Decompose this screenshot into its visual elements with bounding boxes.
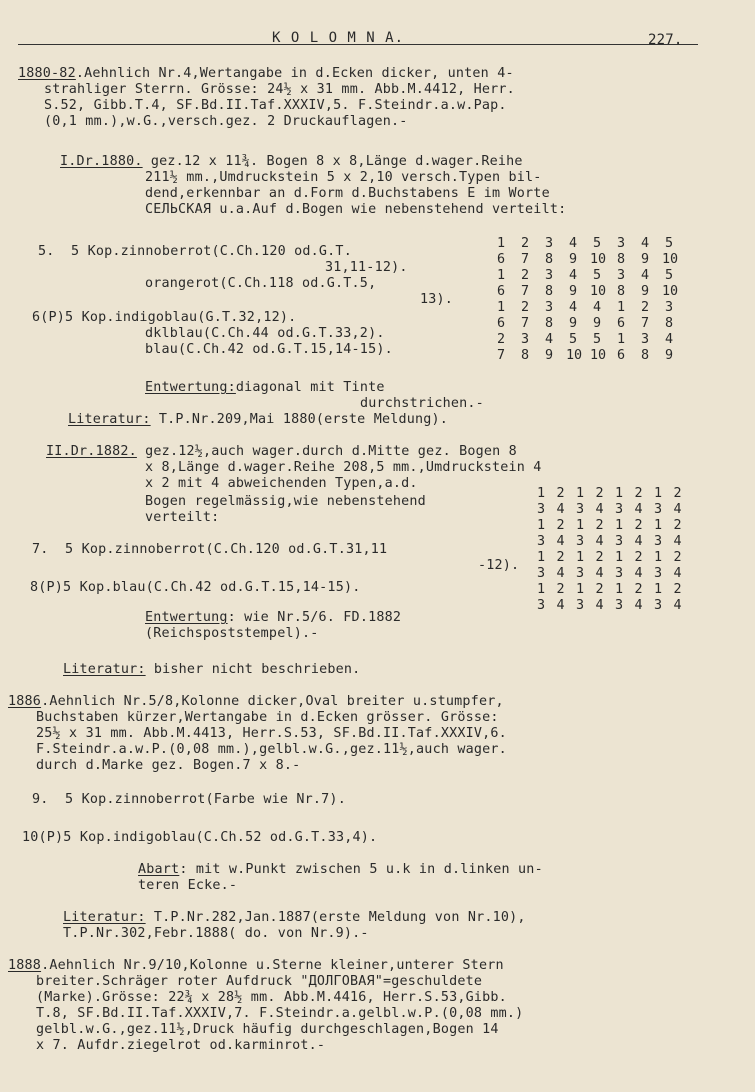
grid-cell: 2	[673, 550, 682, 565]
text-line: Buchstaben kürzer,Wertangabe in d.Ecken grösser. Grösse:	[36, 710, 499, 725]
grid-cell: 2	[595, 486, 604, 501]
grid-cell: 10	[590, 348, 607, 363]
grid-cell: 4	[673, 566, 682, 581]
grid-cell: 2	[556, 518, 565, 533]
text-line: durch d.Marke gez. Bogen.7 x 8.-	[36, 758, 301, 773]
grid-cell: 3	[536, 566, 546, 581]
grid-cell: 3	[544, 236, 554, 251]
text-line: T.8, SF.Bd.II.Taf.XXXIV,7. F.Steindr.a.gelbl.w.P.(0,08 mm.)	[36, 1006, 524, 1021]
text-line: Entwertung:diagonal mit Tinte	[145, 380, 385, 395]
grid-cell: 2	[520, 300, 530, 315]
grid-cell: 2	[496, 332, 506, 347]
grid-cell: 8	[544, 316, 554, 331]
grid-cell: 4	[634, 502, 643, 517]
grid-cell: 2	[595, 518, 604, 533]
grid-cell: 6	[616, 348, 626, 363]
text-line: dklblau(C.Ch.44 od.G.T.33,2).	[145, 326, 385, 341]
grid-cell: 4	[595, 502, 604, 517]
grid-cell: 3	[536, 598, 546, 613]
grid-cell: 2	[520, 268, 530, 283]
grid-cell: 9	[664, 348, 674, 363]
grid-cell: 3	[664, 300, 674, 315]
grid-cell: 1	[575, 486, 585, 501]
grid-cell: 8	[616, 252, 626, 267]
grid-cell: 4	[592, 300, 602, 315]
text-line: 211½ mm.,Umdruckstein 5 x 2,10 versch.Typen bil-	[145, 170, 542, 185]
text-line: (0,1 mm.),w.G.,versch.gez. 2 Druckauflagen.-	[44, 114, 408, 129]
text-line: x 8,Länge d.wager.Reihe 208,5 mm.,Umdruckstein 4	[145, 460, 542, 475]
grid-cell: 2	[673, 518, 682, 533]
text-line: 8(P)5 Kop.blau(C.Ch.42 od.G.T.15,14-15).	[30, 580, 361, 595]
grid-cell: 1	[496, 236, 506, 251]
grid-cell: 3	[536, 534, 546, 549]
grid-cell: 10	[590, 284, 607, 299]
text-line: Literatur: T.P.Nr.209,Mai 1880(erste Meldung).	[68, 412, 449, 427]
grid-cell: 9	[568, 316, 578, 331]
text-line: 1880-82.Aehnlich Nr.4,Wertangabe in d.Ecken dicker, unten 4-	[18, 66, 514, 81]
grid-cell: 2	[640, 300, 650, 315]
grid-cell: 4	[568, 236, 578, 251]
text-line: breiter.Schräger roter Aufdruck "ДОЛГОВАЯ"=geschuldete	[36, 974, 483, 989]
text-line: 7. 5 Kop.zinnoberrot(C.Ch.120 od.G.T.31,11	[32, 542, 388, 557]
grid-cell: 1	[536, 518, 546, 533]
text-line: strahliger Sterrn. Grösse: 24½ x 31 mm. Abb.M.4412, Herr.	[44, 82, 515, 97]
grid-cell: 3	[614, 502, 624, 517]
grid-cell: 3	[616, 236, 626, 251]
text-line: durchstrichen.-	[360, 396, 484, 411]
text-line: СЕЛЬСКАЯ u.a.Auf d.Bogen wie nebenstehend verteilt:	[145, 202, 567, 217]
grid-cell: 1	[614, 486, 624, 501]
text-line: x 2 mit 4 abweichenden Typen,a.d.	[145, 476, 418, 491]
grid-cell: 2	[634, 582, 643, 597]
text-line: teren Ecke.-	[138, 878, 238, 893]
grid-cell: 5	[592, 236, 602, 251]
grid-cell: 6	[496, 316, 506, 331]
text-line: Entwertung: wie Nr.5/6. FD.1882	[145, 610, 402, 625]
grid-cell: 6	[496, 284, 506, 299]
grid-cell: 4	[673, 502, 682, 517]
grid-cell: 3	[653, 598, 663, 613]
text-line: S.52, Gibb.T.4, SF.Bd.II.Taf.XXXIV,5. F.Steindr.a.w.Pap.	[44, 98, 507, 113]
grid-cell: 8	[640, 348, 650, 363]
grid-cell: 3	[575, 566, 585, 581]
grid-cell: 3	[653, 502, 663, 517]
grid-cell: 9	[640, 252, 650, 267]
grid-cell: 1	[653, 518, 663, 533]
text-line: verteilt:	[145, 510, 220, 525]
grid-cell: 4	[640, 268, 650, 283]
grid-cell: 1	[653, 582, 663, 597]
grid-cell: 10	[566, 348, 583, 363]
grid-cell: 1	[575, 582, 585, 597]
grid-cell: 3	[616, 268, 626, 283]
grid-cell: 1	[575, 550, 585, 565]
grid-cell: 4	[634, 566, 643, 581]
grid-cell: 4	[673, 598, 682, 613]
grid-cell: 5	[664, 236, 674, 251]
grid-cell: 4	[568, 268, 578, 283]
text-line: 5. 5 Kop.zinnoberrot(C.Ch.120 od.G.T.	[38, 244, 352, 259]
grid-cell: 1	[616, 332, 626, 347]
text-line: x 7. Aufdr.ziegelrot od.karminrot.-	[36, 1038, 326, 1053]
grid-cell: 4	[595, 566, 604, 581]
text-line: (Marke).Grösse: 22¾ x 28½ mm. Abb.M.4416, Herr.S.53,Gibb.	[36, 990, 507, 1005]
grid-cell: 3	[653, 566, 663, 581]
grid-cell: 10	[662, 284, 679, 299]
text-line: I.Dr.1880. gez.12 x 11¾. Bogen 8 x 8,Länge d.wager.Reihe	[60, 154, 523, 169]
grid-cell: 4	[664, 332, 674, 347]
text-line: Literatur: bisher nicht beschrieben.	[63, 662, 361, 677]
text-line: II.Dr.1882. gez.12½,auch wager.durch d.Mitte gez. Bogen 8	[46, 444, 517, 459]
grid-cell: 1	[536, 486, 546, 501]
header-rule	[18, 44, 698, 45]
grid-cell: 9	[640, 284, 650, 299]
grid-cell: 3	[653, 534, 663, 549]
grid-cell: 2	[556, 582, 565, 597]
grid-cell: 3	[575, 534, 585, 549]
grid-cell: 1	[616, 300, 626, 315]
text-line: Abart: mit w.Punkt zwischen 5 u.k in d.linken un-	[138, 862, 543, 877]
grid-cell: 4	[595, 534, 604, 549]
grid-cell: 6	[496, 252, 506, 267]
grid-cell: 1	[575, 518, 585, 533]
grid-cell: 1	[536, 550, 546, 565]
grid-cell: 1	[653, 486, 663, 501]
grid-cell: 10	[662, 252, 679, 267]
grid-cell: 3	[614, 598, 624, 613]
grid-cell: 3	[614, 566, 624, 581]
grid-cell: 2	[595, 582, 604, 597]
grid-cell: 4	[556, 534, 565, 549]
grid-cell: 3	[544, 268, 554, 283]
page-number: 227.	[648, 32, 683, 48]
grid-cell: 9	[544, 348, 554, 363]
grid-cell: 1	[496, 300, 506, 315]
grid-cell: 3	[520, 332, 530, 347]
grid-cell: 3	[575, 598, 585, 613]
text-line: 9. 5 Kop.zinnoberrot(Farbe wie Nr.7).	[32, 792, 346, 807]
text-line: (Reichspoststempel).-	[145, 626, 319, 641]
grid-cell: 3	[536, 502, 546, 517]
text-line: 6(P)5 Kop.indigoblau(G.T.32,12).	[32, 310, 297, 325]
grid-cell: 4	[673, 534, 682, 549]
grid-cell: 9	[568, 252, 578, 267]
grid-cell: 1	[653, 550, 663, 565]
text-line: gelbl.w.G.,gez.11½,Druck häufig durchgeschlagen,Bogen 14	[36, 1022, 499, 1037]
grid-cell: 4	[556, 566, 565, 581]
text-line: 25½ x 31 mm. Abb.M.4413, Herr.S.53, SF.Bd.II.Taf.XXXIV,6.	[36, 726, 507, 741]
grid-cell: 4	[556, 598, 565, 613]
grid-cell: 7	[640, 316, 650, 331]
text-line: Bogen regelmässig,wie nebenstehend	[145, 494, 426, 509]
text-line: F.Steindr.a.w.P.(0,08 mm.),gelbl.w.G.,gez.11½,auch wager.	[36, 742, 507, 757]
grid-cell: 4	[634, 534, 643, 549]
grid-cell: 7	[520, 316, 530, 331]
text-line: orangerot(C.Ch.118 od.G.T.5,	[145, 276, 377, 291]
text-line: 1888.Aehnlich Nr.9/10,Kolonne u.Sterne kleiner,unterer Stern	[8, 958, 504, 973]
grid-cell: 9	[568, 284, 578, 299]
grid-cell: 4	[556, 502, 565, 517]
grid-cell: 2	[634, 550, 643, 565]
grid-cell: 4	[640, 236, 650, 251]
grid-cell: 8	[520, 348, 530, 363]
grid-cell: 3	[640, 332, 650, 347]
text-line: 13).	[420, 292, 454, 307]
grid-cell: 1	[496, 268, 506, 283]
grid-cell: 5	[568, 332, 578, 347]
grid-cell: 8	[616, 284, 626, 299]
text-line: 10(P)5 Kop.indigoblau(C.Ch.52 od.G.T.33,4).	[22, 830, 378, 845]
grid-cell: 5	[664, 268, 674, 283]
grid-cell: 8	[544, 252, 554, 267]
grid-cell: 6	[616, 316, 626, 331]
grid-cell: 1	[614, 582, 624, 597]
text-line: Literatur: T.P.Nr.282,Jan.1887(erste Meldung von Nr.10),	[63, 910, 526, 925]
grid-cell: 4	[595, 598, 604, 613]
text-line: dend,erkennbar an d.Form d.Buchstabens E im Worte	[145, 186, 550, 201]
grid-cell: 2	[556, 486, 565, 501]
grid-cell: 1	[614, 550, 624, 565]
grid-cell: 2	[595, 550, 604, 565]
grid-cell: 7	[520, 252, 530, 267]
text-line: -12).	[478, 558, 520, 573]
grid-cell: 3	[575, 502, 585, 517]
grid-cell: 8	[664, 316, 674, 331]
grid-cell: 4	[544, 332, 554, 347]
grid-cell: 2	[634, 486, 643, 501]
grid-cell: 10	[590, 252, 607, 267]
text-line: 1886.Aehnlich Nr.5/8,Kolonne dicker,Oval breiter u.stumpfer,	[8, 694, 504, 709]
grid-cell: 7	[496, 348, 506, 363]
text-line: T.P.Nr.302,Febr.1888( do. von Nr.9).-	[63, 926, 369, 941]
grid-cell: 7	[520, 284, 530, 299]
text-line: 31,11-12).	[325, 260, 408, 275]
grid-cell: 5	[592, 332, 602, 347]
text-line: blau(C.Ch.42 od.G.T.15,14-15).	[145, 342, 393, 357]
grid-cell: 4	[634, 598, 643, 613]
grid-cell: 2	[634, 518, 643, 533]
grid-cell: 2	[673, 486, 682, 501]
grid-cell: 1	[614, 518, 624, 533]
grid-cell: 2	[520, 236, 530, 251]
grid-cell: 2	[556, 550, 565, 565]
grid-cell: 4	[568, 300, 578, 315]
grid-cell: 9	[592, 316, 602, 331]
grid-cell: 1	[536, 582, 546, 597]
page-header-title: K O L O M N A.	[272, 30, 405, 46]
grid-cell: 3	[544, 300, 554, 315]
grid-cell: 2	[673, 582, 682, 597]
grid-cell: 8	[544, 284, 554, 299]
grid-cell: 3	[614, 534, 624, 549]
grid-cell: 5	[592, 268, 602, 283]
